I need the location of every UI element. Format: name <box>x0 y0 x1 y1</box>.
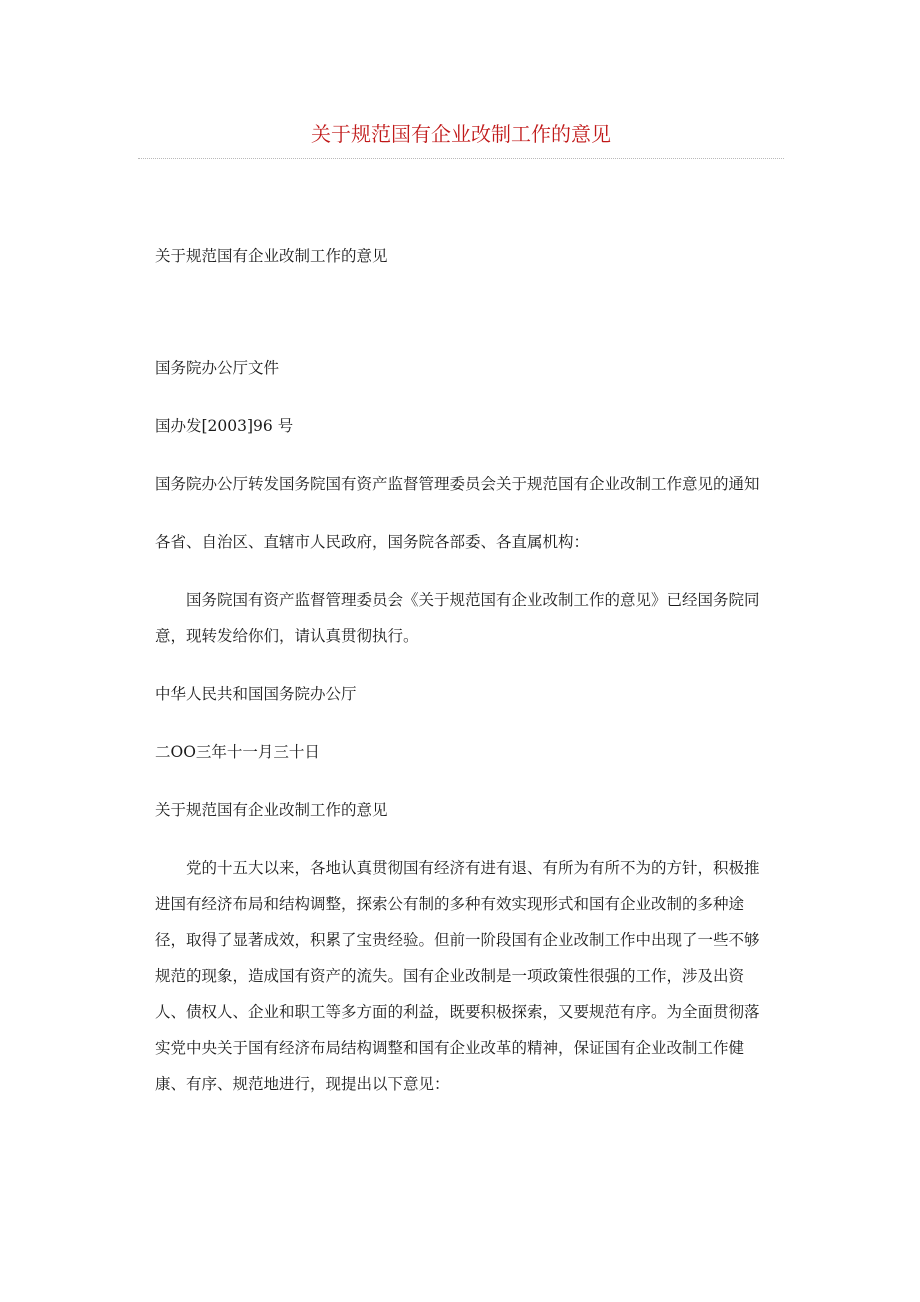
title-divider <box>138 158 784 159</box>
intro-paragraph: 党的十五大以来，各地认真贯彻国有经济有进有退、有所为有所不为的方针，积极推进国有经济布局和结构调整，探索公有制的多种有效实现形式和国有企业改制的多种途径，取得了显著成效，积累了宝贵经验。但前一阶段国有企业改制工作中出现了一些不够规范的现象，造成国有资产的流失。国有企业改制是一项政策性很强的工作，涉及出资人、债权人、企业和职工等多方面的利益，既要积极探索，又要规范有序。为全面贯彻落实党中央关于国有经济布局结构调整和国有企业改革的精神，保证国有企业改制工作健康、有序、规范地进行，现提出以下意见： <box>155 859 760 1093</box>
document-title: 关于规范国有企业改制工作的意见 <box>311 122 611 146</box>
notice-title: 国务院办公厅转发国务院国有资产监督管理委员会关于规范国有企业改制工作意见的通知 <box>155 475 760 493</box>
body-heading: 关于规范国有企业改制工作的意见 <box>155 247 388 265</box>
date-line: 二OO三年十一月三十日 <box>155 743 320 761</box>
issuer-line: 国务院办公厅文件 <box>155 359 280 377</box>
addressees-line: 各省、自治区、直辖市人民政府，国务院各部委、各直属机构： <box>155 533 590 551</box>
transmittal-paragraph: 国务院国有资产监督管理委员会《关于规范国有企业改制工作的意见》已经国务院同意，现转发给你们，请认真贯彻执行。 <box>155 591 760 645</box>
document-number: 国办发[2003]96 号 <box>155 417 294 435</box>
section-heading: 关于规范国有企业改制工作的意见 <box>155 801 388 819</box>
document-body <box>155 238 770 1102</box>
signatory-line: 中华人民共和国国务院办公厅 <box>155 685 357 703</box>
